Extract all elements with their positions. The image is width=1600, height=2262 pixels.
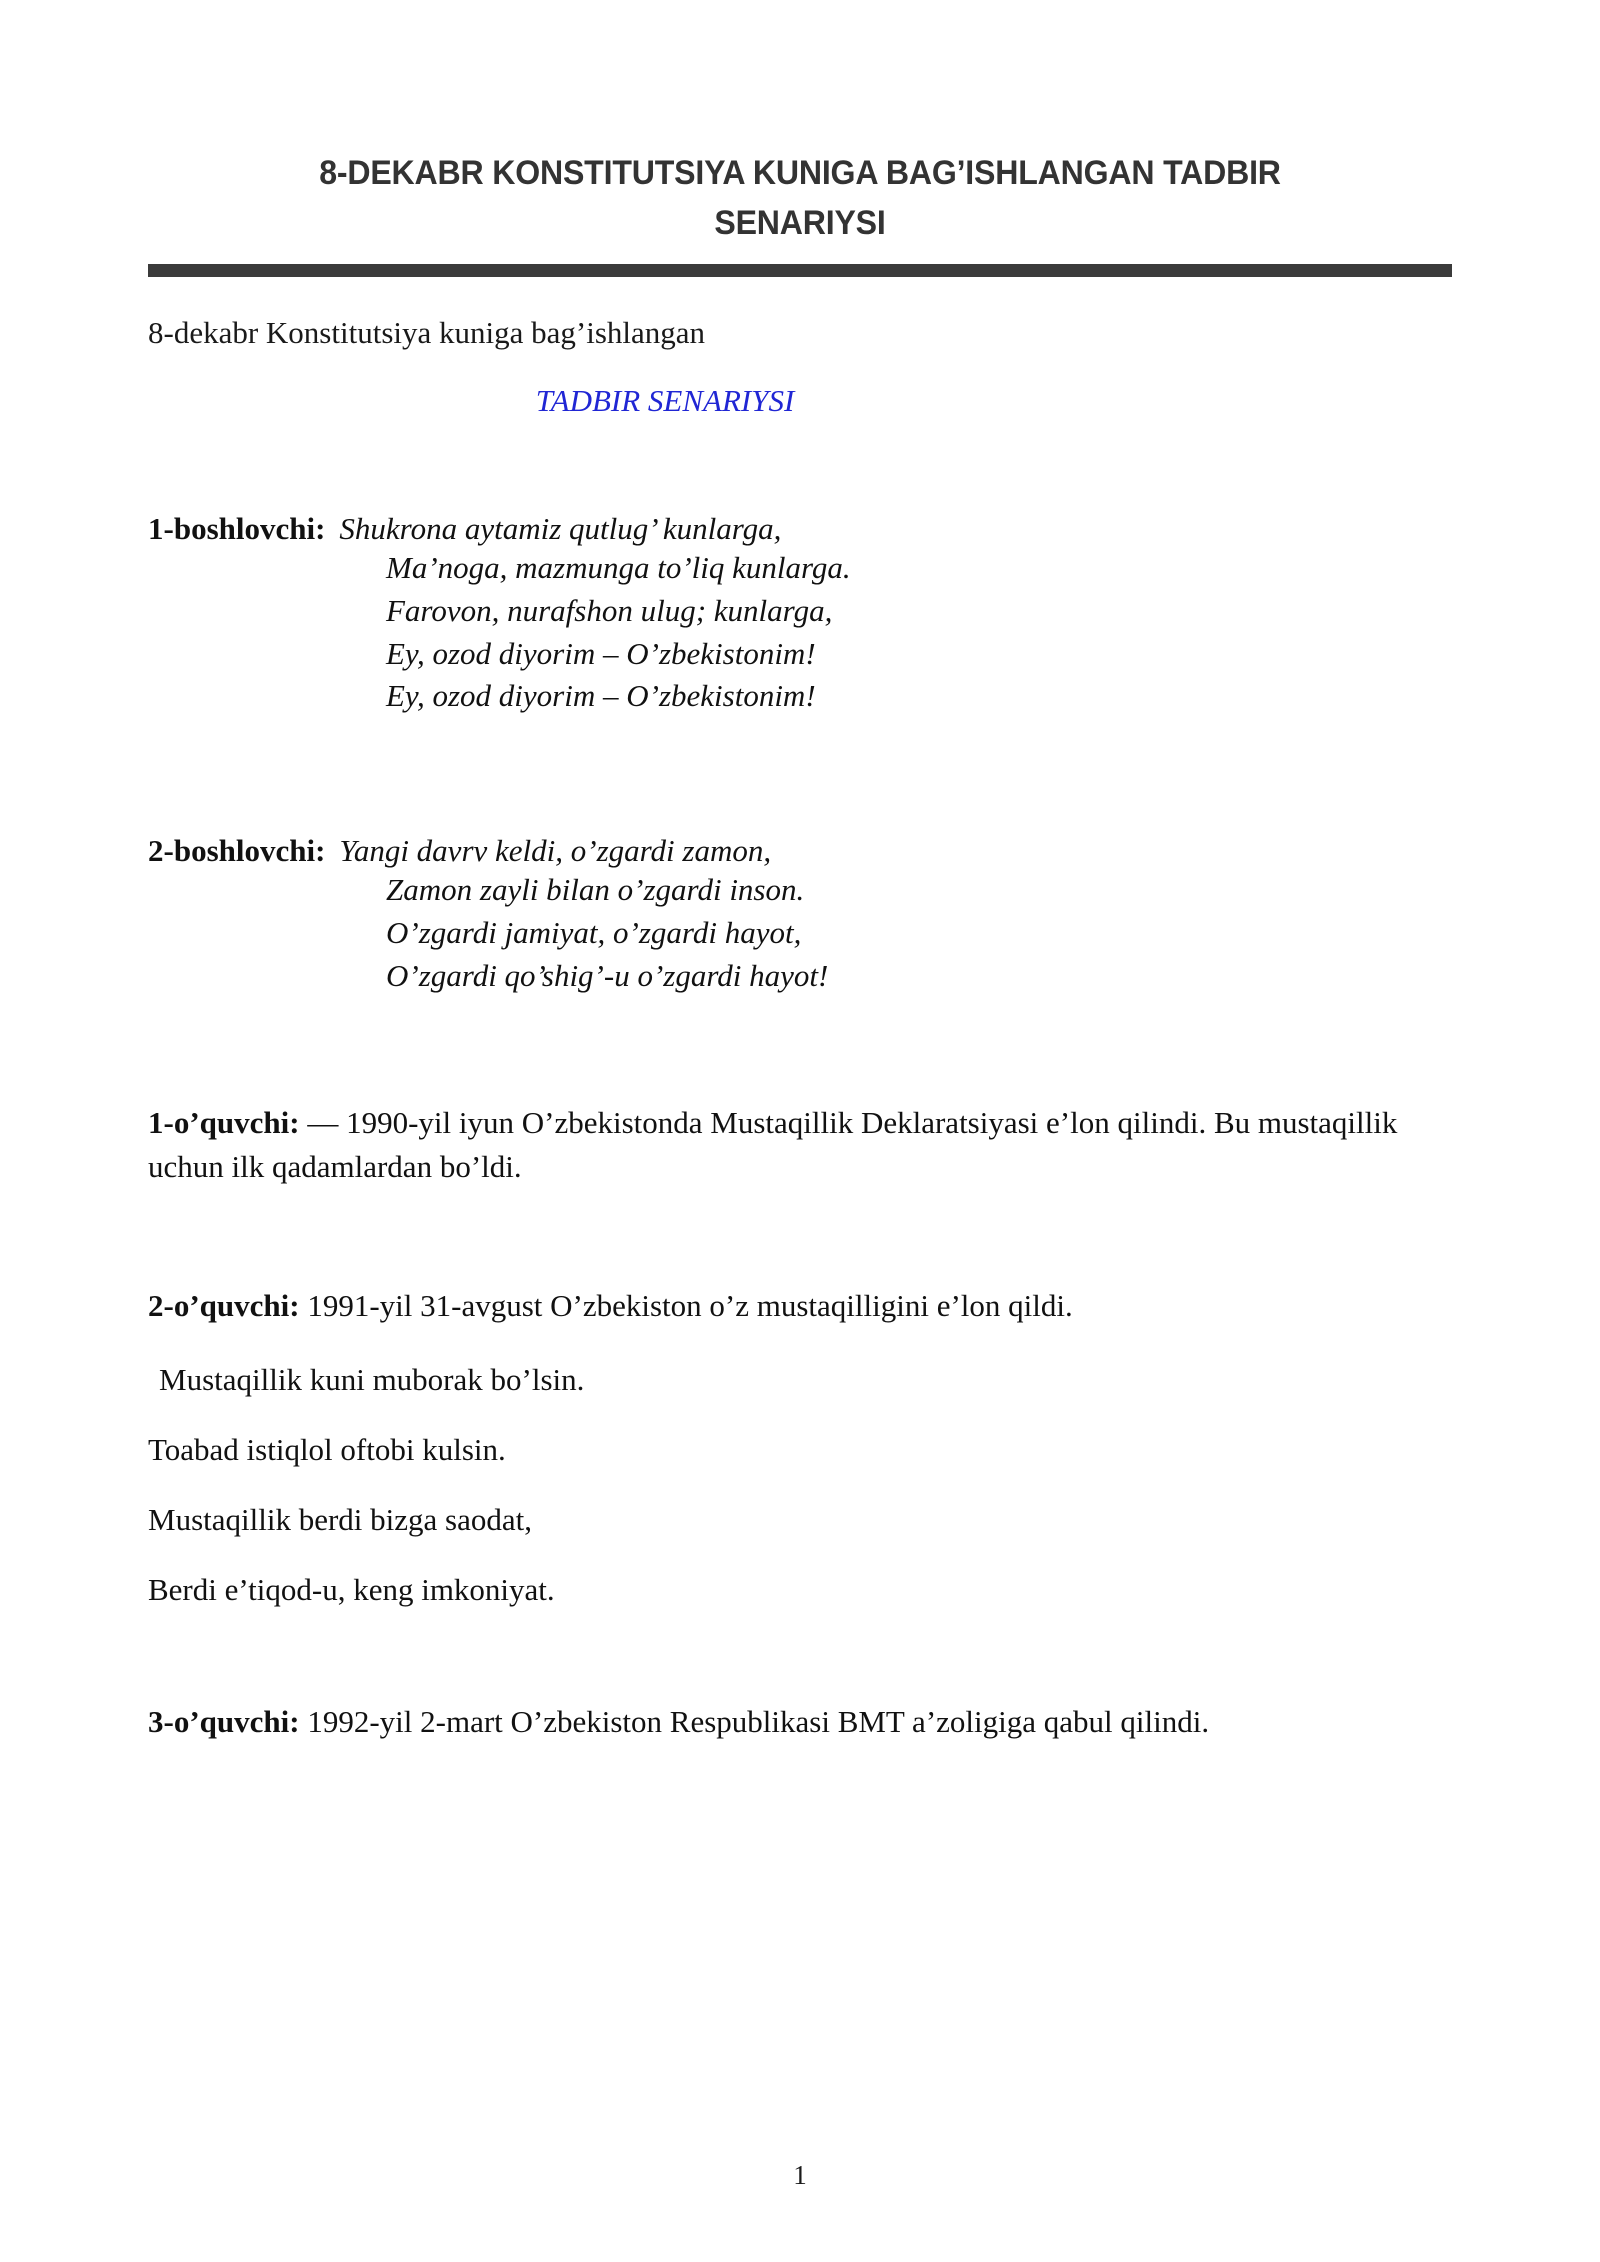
host-2-verse-line-2: Zamon zayli bilan o’zgardi inson.	[386, 872, 805, 908]
host-2-label: 2-boshlovchi:	[148, 833, 326, 869]
host-1-verse-line-3: Farovon, nurafshon ulug; kunlarga,	[386, 592, 833, 628]
reader-2-paragraph	[148, 1284, 1452, 1327]
host-block-1	[148, 511, 1452, 718]
host-2-first-line	[148, 833, 1452, 869]
host-1-verse-line-5: Ey, ozod diyorim – O’zbekistonim!	[386, 678, 816, 714]
page-title-line-2: SENARIYSI	[714, 204, 886, 242]
reader-3-paragraph	[148, 1700, 1452, 1743]
reader-2-extra-line-2: Toabad istiqlol oftobi kulsin.	[148, 1431, 506, 1467]
reader-1-text: — 1990-yil iyun O’zbekistonda Mustaqillik Deklaratsiyasi e’lon qilindi. Bu mustaqillik uchun ilk qadamlardan bo’ldi.	[148, 1105, 1398, 1184]
page-title-line-1: 8-DEKABR KONSTITUTSIYA KUNIGA BAG’ISHLANGAN TADBIR	[319, 154, 1281, 192]
subtitle-tadbir-senariysi: TADBIR SENARIYSI	[535, 383, 795, 418]
host-2-verse-lines	[386, 869, 1452, 997]
document-content	[148, 0, 1452, 1743]
reader-block-1	[148, 1101, 1452, 1188]
reader-block-2	[148, 1284, 1452, 1607]
host-block-2	[148, 833, 1452, 997]
reader-block-3	[148, 1700, 1452, 1743]
host-1-verse-line-1: Shukrona aytamiz qutlug’ kunlarga,	[339, 511, 782, 546]
host-1-verse-lines	[386, 547, 1452, 718]
reader-2-extra-line-1: Mustaqillik kuni muborak bo’lsin.	[159, 1361, 585, 1397]
title-divider-rule	[148, 264, 1452, 277]
host-1-first-line	[148, 511, 1452, 547]
reader-1-paragraph	[148, 1101, 1452, 1188]
host-2-verse-line-4: O’zgardi qo’shig’-u o’zgardi hayot!	[386, 957, 829, 993]
page-title	[194, 148, 1407, 248]
host-2-verse-line-1: Yangi davrv keldi, o’zgardi zamon,	[339, 833, 772, 869]
host-1-label: 1-boshlovchi:	[148, 511, 326, 546]
reader-2-extra-line-4: Berdi e’tiqod-u, keng imkoniyat.	[148, 1571, 555, 1607]
host-1-verse-line-2: Ma’noga, mazmunga to’liq kunlarga.	[386, 550, 851, 585]
intro-line: 8-dekabr Konstitutsiya kuniga bag’ishlangan	[148, 315, 706, 350]
reader-2-text: 1991-yil 31-avgust O’zbekiston o’z mustaqilligini e’lon qildi.	[307, 1288, 1073, 1324]
page-number: 1	[793, 2160, 807, 2190]
reader-3-text: 1992-yil 2-mart O’zbekiston Respublikasi BMT a’zoligiga qabul qilindi.	[307, 1703, 1210, 1739]
host-1-verse-line-4: Ey, ozod diyorim – O’zbekistonim!	[386, 635, 816, 671]
host-2-verse-line-3: O’zgardi jamiyat, o’zgardi hayot,	[386, 914, 802, 950]
reader-3-label: 3-o’quvchi:	[148, 1703, 300, 1739]
reader-2-label: 2-o’quvchi:	[148, 1288, 300, 1324]
reader-2-extra-line-3: Mustaqillik berdi bizga saodat,	[148, 1501, 532, 1537]
reader-1-label: 1-o’quvchi:	[148, 1105, 300, 1141]
